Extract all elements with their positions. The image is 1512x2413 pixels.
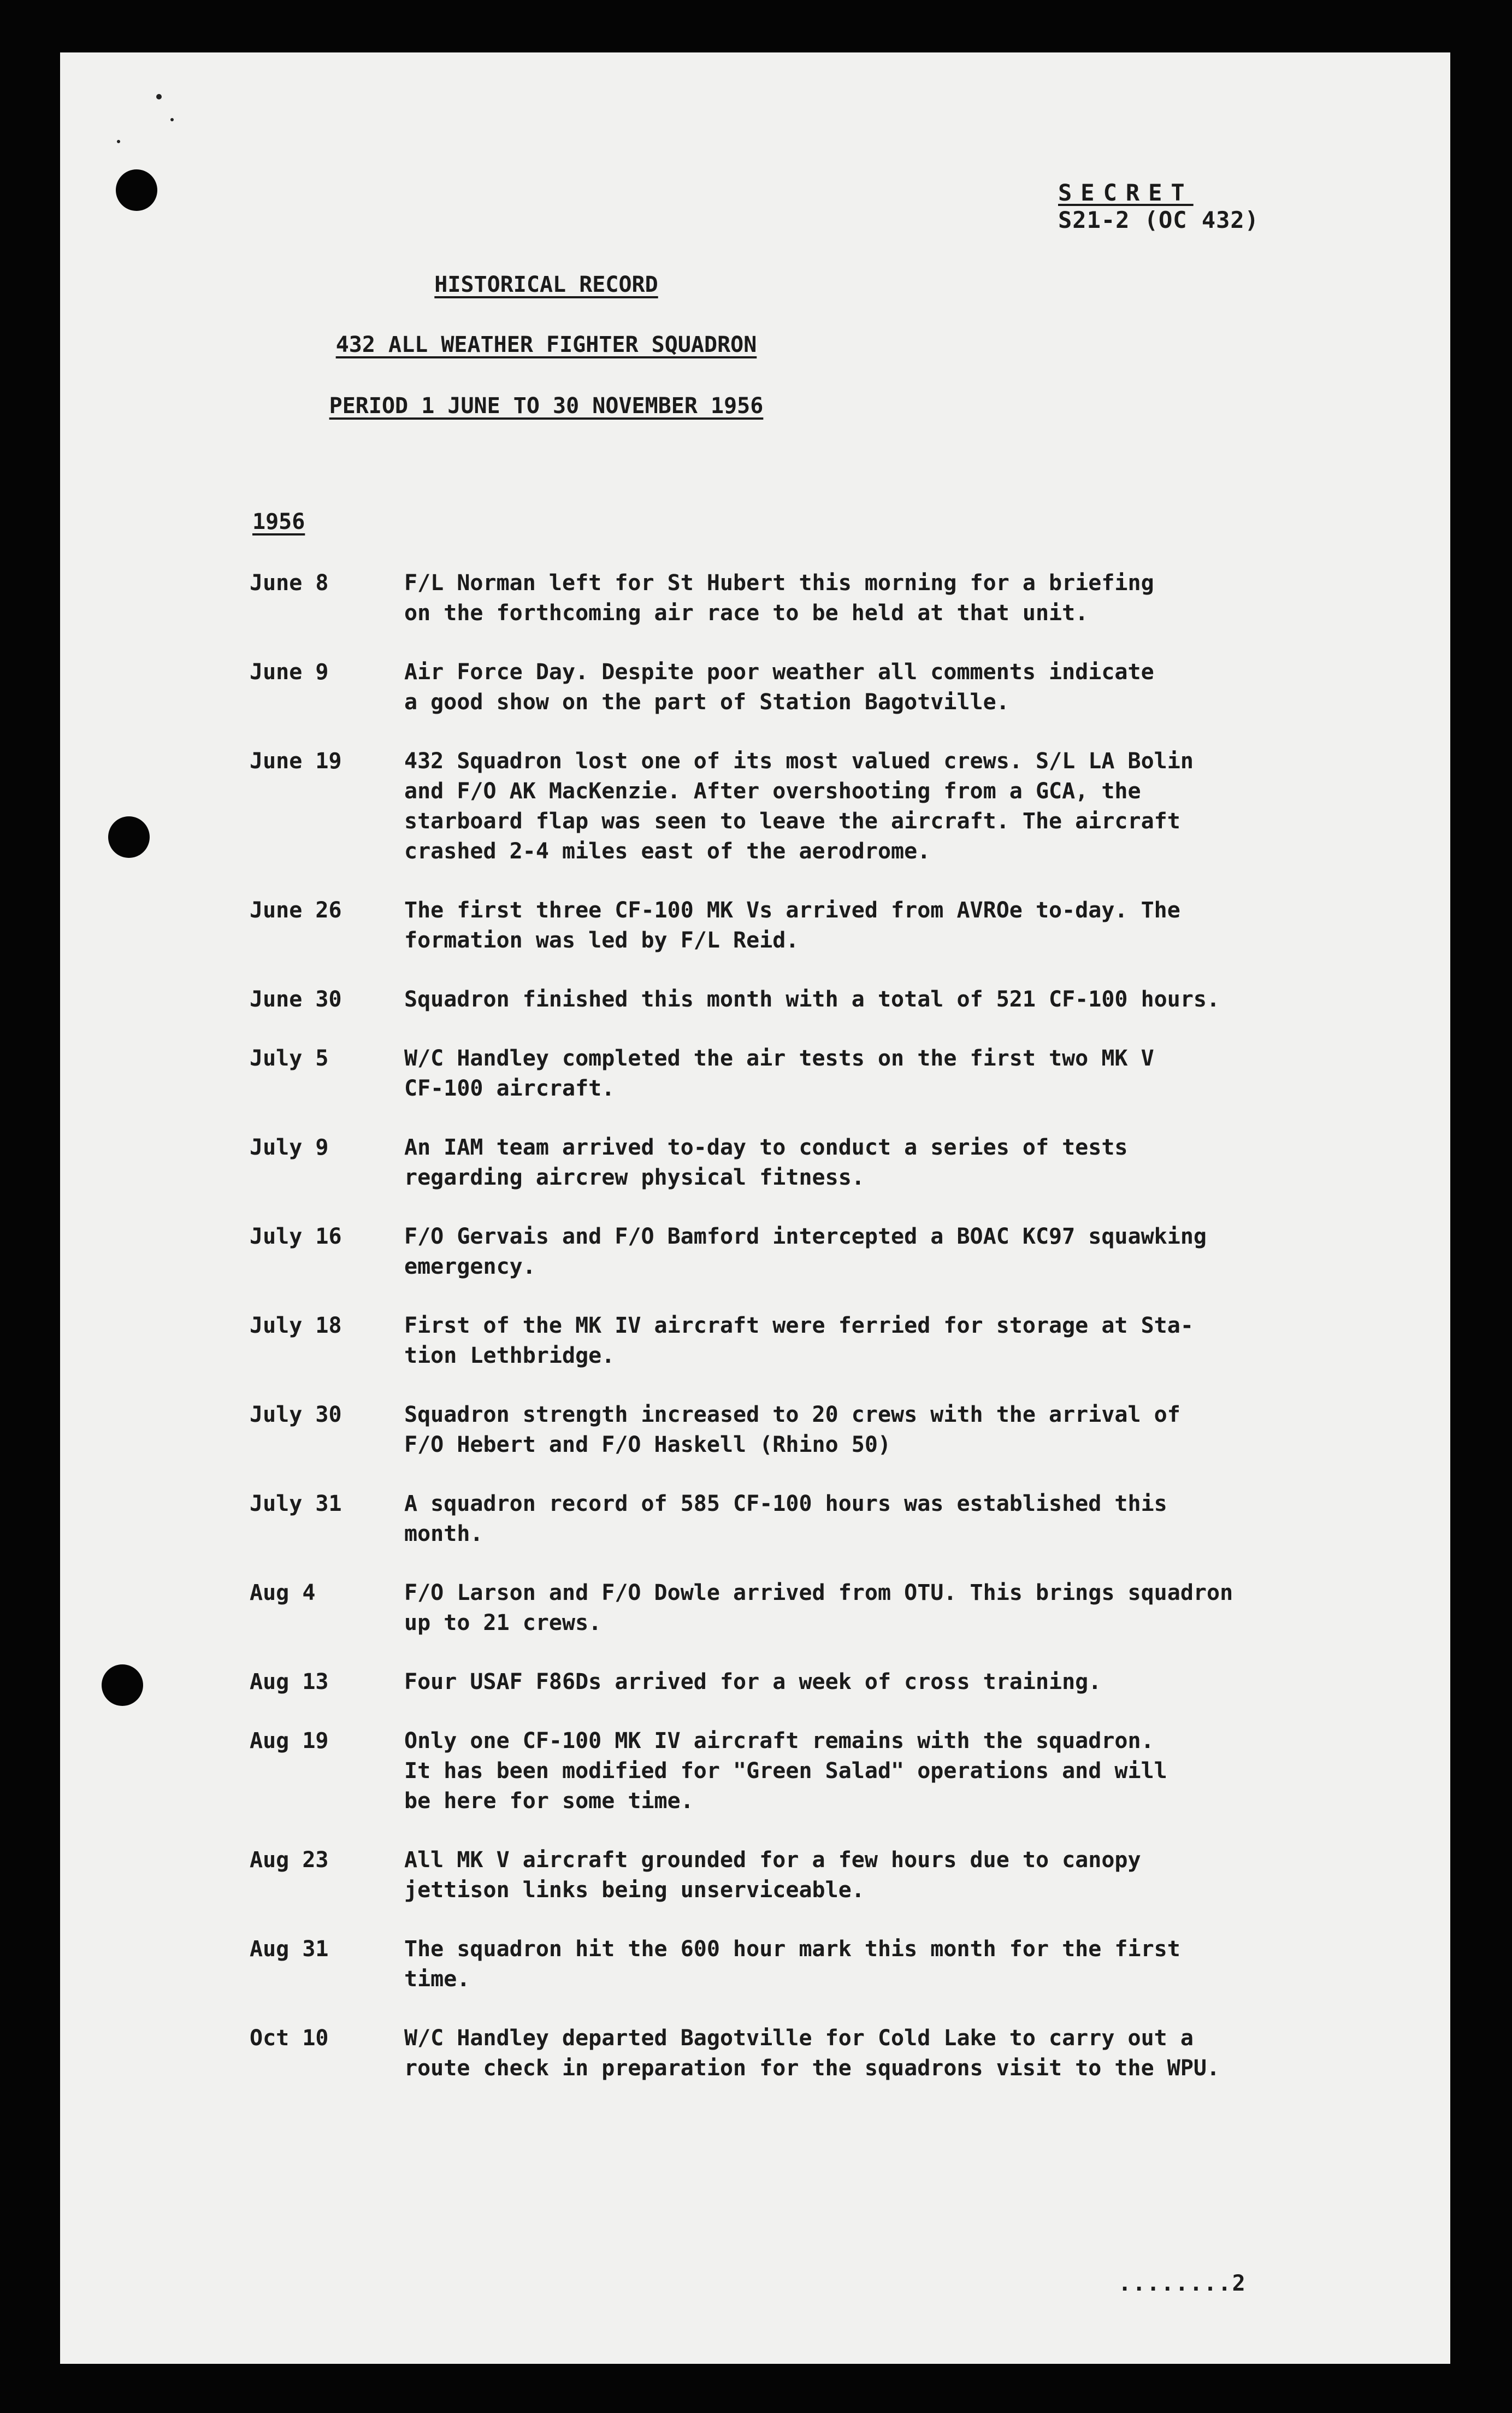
list-item [250, 1222, 1408, 1282]
entry-text: W/C Handley departed Bagotville for Cold Lake to carry out a route check in preparation for the squadrons visit to the WPU. [404, 2026, 1220, 2081]
list-item [250, 1667, 1408, 1697]
entry-date: July 31 [250, 1491, 342, 1516]
entry-text: Four USAF F86Ds arrived for a week of cross training. [404, 1669, 1102, 1694]
list-item [250, 568, 1408, 628]
list-item [250, 1133, 1408, 1193]
period-heading: PERIOD 1 JUNE TO 30 NOVEMBER 1956 [329, 393, 764, 419]
entry-text: Squadron finished this month with a total of 521 CF-100 hours. [404, 987, 1220, 1012]
next-page-marker: ........2 [1118, 2271, 1247, 2296]
entry-text: 432 Squadron lost one of its most valued crews. S/L LA Bolin and F/O AK MacKenzie. After overshooting from a GCA, the starboard flap was seen to leave the aircraft. The aircraft crashed 2-4 miles east of the aerodrome. [404, 749, 1194, 864]
year-heading: 1956 [252, 509, 305, 534]
document-page [60, 52, 1450, 2364]
entry-date: June 19 [250, 749, 342, 774]
ink-speck [117, 140, 120, 143]
entry-date: Aug 23 [250, 1847, 329, 1873]
file-reference: S21-2 (OC 432) [1058, 207, 1260, 233]
list-item [250, 1845, 1408, 1905]
entry-date: July 16 [250, 1224, 342, 1249]
entry-text: The first three CF-100 MK Vs arrived from AVROe to-day. The formation was led by F/L Reid. [404, 898, 1180, 953]
entry-date: Aug 13 [250, 1669, 329, 1694]
entry-date: June 9 [250, 660, 329, 685]
squadron-heading: 432 ALL WEATHER FIGHTER SQUADRON [335, 332, 757, 357]
entry-date: June 30 [250, 987, 342, 1012]
entry-text: First of the MK IV aircraft were ferried for storage at Sta- tion Lethbridge. [404, 1313, 1194, 1368]
list-item [250, 896, 1408, 956]
list-item [250, 1726, 1408, 1816]
punch-hole-bottom [102, 1664, 143, 1706]
list-item [250, 746, 1408, 867]
list-item [250, 657, 1408, 717]
entry-text: Only one CF-100 MK IV aircraft remains with the squadron. It has been modified for "Green Salad" operations and will be here for some time. [404, 1728, 1167, 1814]
entry-text: F/O Larson and F/O Dowle arrived from OTU. This brings squadron up to 21 crews. [404, 1580, 1233, 1635]
entry-date: July 18 [250, 1313, 342, 1338]
ink-speck [170, 118, 174, 121]
ink-speck [156, 94, 162, 99]
list-item [250, 1044, 1408, 1104]
entry-text: An IAM team arrived to-day to conduct a series of tests regarding aircrew physical fitness. [404, 1135, 1128, 1190]
entry-date: July 30 [250, 1402, 342, 1427]
security-classification [1058, 179, 1259, 234]
list-item [250, 2023, 1408, 2084]
entry-date: June 8 [250, 570, 329, 596]
list-item [250, 1489, 1408, 1549]
punch-hole-top [116, 169, 157, 211]
document-title: HISTORICAL RECORD [434, 272, 658, 297]
entry-text: W/C Handley completed the air tests on the first two MK V CF-100 aircraft. [404, 1046, 1154, 1101]
entry-text: Air Force Day. Despite poor weather all comments indicate a good show on the part of Station Bagotville. [404, 660, 1154, 715]
entry-list [250, 568, 1408, 2112]
list-item [250, 1311, 1408, 1371]
entry-date: Oct 10 [250, 2026, 329, 2051]
classification-level: SECRET [1058, 179, 1194, 206]
entry-text: All MK V aircraft grounded for a few hours due to canopy jettison links being unserviceable. [404, 1847, 1141, 1903]
punch-hole-middle [108, 816, 150, 858]
entry-date: Aug 4 [250, 1580, 316, 1605]
entry-text: F/O Gervais and F/O Bamford intercepted a BOAC KC97 squawking emergency. [404, 1224, 1207, 1279]
list-item [250, 1400, 1408, 1460]
entry-text: F/L Norman left for St Hubert this morning for a briefing on the forthcoming air race to be held at that unit. [404, 570, 1154, 626]
entry-text: A squadron record of 585 CF-100 hours was established this month. [404, 1491, 1167, 1546]
list-item [250, 1578, 1408, 1638]
entry-date: Aug 31 [250, 1937, 329, 1962]
entry-date: Aug 19 [250, 1728, 329, 1753]
entry-text: Squadron strength increased to 20 crews with the arrival of F/O Hebert and F/O Haskell (Rhino 50) [404, 1402, 1180, 1457]
entry-date: June 26 [250, 898, 342, 923]
entry-date: July 5 [250, 1046, 329, 1071]
entry-text: The squadron hit the 600 hour mark this month for the first time. [404, 1937, 1180, 1992]
list-item [250, 1934, 1408, 1994]
entry-date: July 9 [250, 1135, 329, 1160]
list-item [250, 985, 1408, 1015]
